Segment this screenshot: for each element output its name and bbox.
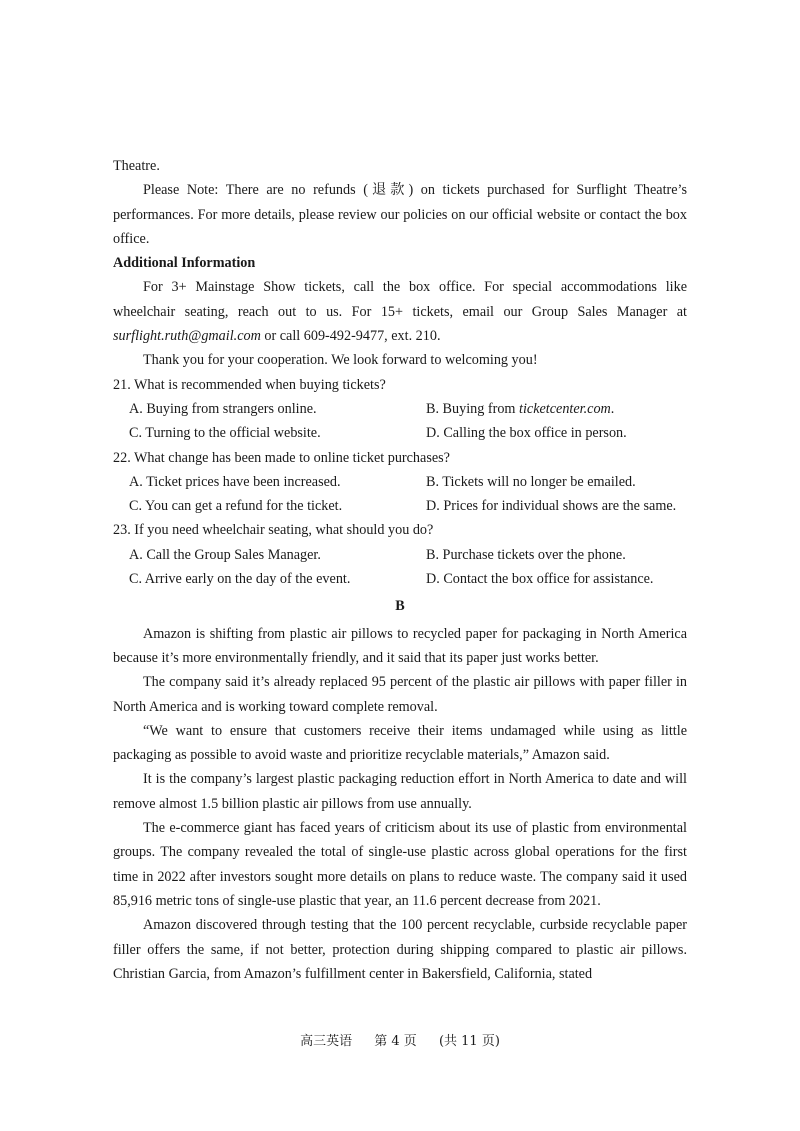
question-21: 21. What is recommended when buying tickets? bbox=[113, 376, 386, 393]
question-21-options bbox=[113, 397, 687, 446]
passage-b-paragraph-3: “We want to ensure that customers receive their items undamaged while using as little packaging as possible to avoid waste and prioritize recyclable materials,” Amazon said. bbox=[113, 722, 687, 764]
passage-b-paragraph-2: The company said it’s already replaced 95 percent of the plastic air pillows with paper filler in North America and is working toward complete removal. bbox=[113, 674, 687, 715]
option-21-d: D. Calling the box office in person. bbox=[426, 425, 627, 442]
passage-b-paragraph-5: The e-commerce giant has faced years of criticism about its use of plastic from environmental groups. The company revealed the total of single-use plastic across global operations for the first time in 2022 after investors sought more details on plans to reduce waste. The company said it used 85,916 metric tons of single-use plastic that year, an 11.6 percent decrease from 2021. bbox=[113, 820, 687, 909]
option-21-b: B. Buying from ticketcenter.com. bbox=[426, 400, 615, 417]
option-23-a: A. Call the Group Sales Manager. bbox=[129, 546, 321, 563]
option-23-d: D. Contact the box office for assistance. bbox=[426, 571, 654, 588]
option-22-d: D. Prices for individual shows are the same. bbox=[426, 498, 677, 515]
option-22-a: A. Ticket prices have been increased. bbox=[129, 473, 341, 490]
option-21-c: C. Turning to the official website. bbox=[129, 425, 321, 442]
exam-page bbox=[113, 154, 687, 986]
footer-total-pages: (共 11 页) bbox=[438, 1034, 500, 1049]
question-22: 22. What change has been made to online ticket purchases? bbox=[113, 449, 450, 466]
option-23-c: C. Arrive early on the day of the event. bbox=[129, 571, 351, 588]
refund-note: Please Note: There are no refunds (退款) on tickets purchased for Surflight Theatre’s performances. For more details, please review our policies on our official website or contact the box office. bbox=[113, 182, 687, 247]
additional-info-text bbox=[113, 275, 687, 348]
footer-page-number: 第 4 页 bbox=[374, 1034, 417, 1049]
option-23-b: B. Purchase tickets over the phone. bbox=[426, 546, 626, 563]
option-22-b: B. Tickets will no longer be emailed. bbox=[426, 473, 636, 490]
question-23: 23. If you need wheelchair seating, what should you do? bbox=[113, 522, 434, 539]
additional-info-text-2: or call 609-492-9477, ext. 210. bbox=[260, 328, 441, 345]
passage-b-paragraph-1: Amazon is shifting from plastic air pillows to recycled paper for packaging in North America because it’s more environmentally friendly, and it said that its paper just works better. bbox=[113, 625, 687, 666]
additional-info-heading: Additional Information bbox=[113, 255, 256, 272]
passage-b-paragraph-4: It is the company’s largest plastic packaging reduction effort in North America to date and will remove almost 1.5 billion plastic air pillows from use annually. bbox=[113, 771, 687, 812]
question-22-options bbox=[113, 470, 687, 519]
option-22-c: C. You can get a refund for the ticket. bbox=[129, 498, 343, 515]
thanks-line: Thank you for your cooperation. We look forward to welcoming you! bbox=[143, 352, 538, 369]
passage-a-continuation: Theatre. bbox=[113, 158, 160, 174]
passage-b-paragraph-6: Amazon discovered through testing that the 100 percent recyclable, curbside recyclable paper filler offers the same, if not better, protection during shipping compared to plastic air pillows. Christian Garcia, from Amazon’s fulfillment center in Bakersfield, California, stated bbox=[113, 917, 687, 982]
footer-subject: 高三英语 bbox=[300, 1034, 353, 1049]
option-21-a: A. Buying from strangers online. bbox=[129, 400, 317, 417]
page-footer bbox=[0, 1030, 800, 1049]
additional-info-text-1: For 3+ Mainstage Show tickets, call the box office. For special accommodations like wheelchair seating, reach out to us. For 15+ tickets, email our Group Sales Manager at bbox=[113, 279, 687, 320]
group-sales-email: surflight.ruth@gmail.com bbox=[113, 328, 261, 345]
passage-b-title: B bbox=[395, 598, 405, 615]
question-23-options bbox=[113, 543, 687, 592]
